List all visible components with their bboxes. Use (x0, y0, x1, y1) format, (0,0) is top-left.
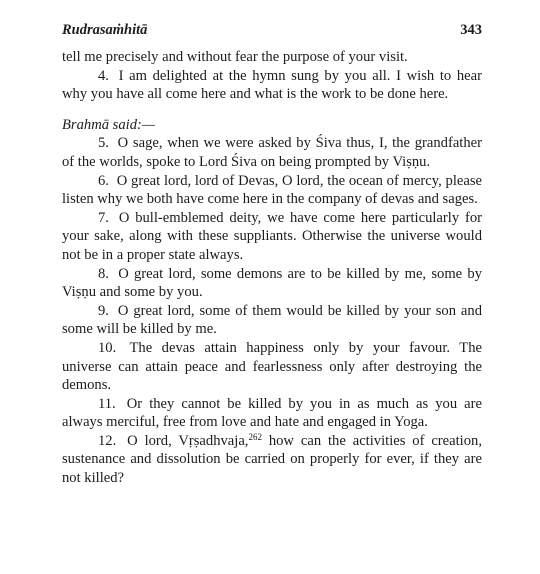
verse-number: 8. (98, 265, 109, 282)
verse-number: 9. (98, 302, 109, 319)
verse-11 (62, 395, 482, 432)
verse-text: The devas attain happiness only by your favour. The universe can attain peace and fearlessness only after destroying the demons. (62, 339, 482, 394)
verse-5 (62, 134, 482, 171)
book-page (62, 22, 482, 488)
verse-text-continued: how can the activities of creation, sustenance and dissolution be carried on properly for ever, if they are not killed? (62, 432, 482, 487)
page-body (62, 48, 482, 488)
verse-text: O sage, when we were asked by Śiva thus, I, the grandfather of the worlds, spoke to Lord Śiva on being prompted by Viṣṇu. (62, 135, 482, 170)
verse-number: 6. (98, 172, 109, 189)
verse-text: O great lord, lord of Devas, O lord, the ocean of mercy, please listen why we both have come here in the company of devas and sages. (62, 172, 482, 208)
footnote-marker: 262 (248, 431, 262, 442)
verse-number: 12. (98, 432, 117, 449)
paragraph-text: tell me precisely and without fear the purpose of your visit. (62, 49, 408, 65)
verse-text: O lord, Vṛṣadhvaja, (127, 432, 249, 449)
paragraph-continuation (62, 48, 482, 67)
verse-text: Or they cannot be killed by you in as much as you are always merciful, free from love and hate and engaged in Yoga. (62, 395, 482, 431)
verse-8 (62, 265, 482, 302)
verse-9 (62, 302, 482, 339)
verse-number: 7. (98, 209, 109, 226)
verse-text: O bull-emblemed deity, we have come here particularly for your sake, along with these suppliants. Otherwise the universe would not be in a proper state always. (62, 209, 482, 263)
verse-text: O great lord, some demons are to be killed by me, some by Viṣṇu and some by you. (62, 265, 482, 301)
verse-7 (62, 209, 482, 265)
verse-4 (62, 67, 482, 104)
verse-10 (62, 339, 482, 395)
page-number: 343 (460, 22, 482, 38)
verse-number: 4. (98, 67, 109, 84)
speaker-heading: Brahmā said:— (62, 116, 155, 133)
verse-text: I am delighted at the hymn sung by you all. I wish to hear why you have all come here and what is the work to be done here. (62, 67, 482, 103)
verse-6 (62, 172, 482, 209)
verse-number: 5. (98, 135, 109, 152)
running-title: Rudrasaṁhitā (62, 22, 148, 38)
verse-number: 11. (98, 395, 116, 412)
verse-number: 10. (98, 339, 117, 356)
verse-text: O great lord, some of them would be killed by your son and some will be killed by me. (62, 302, 483, 338)
verse-12 (62, 432, 482, 488)
running-header (62, 22, 482, 48)
